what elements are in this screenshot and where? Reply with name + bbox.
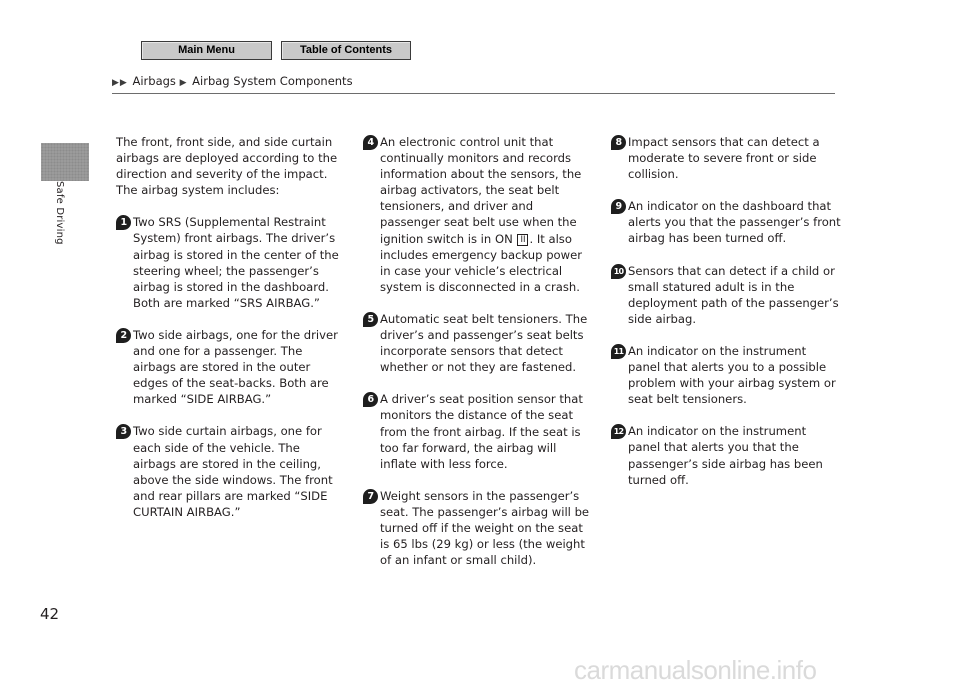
list-item (116, 327, 346, 407)
number-badge-icon: 4 (363, 135, 378, 150)
item-text: Two side airbags, one for the driver and one for a passenger. The airbags are stored in the outer edges of the seat-backs. Both are marked “SIDE AIRBAG.” (133, 327, 338, 407)
number-badge-icon: 2 (116, 328, 131, 343)
item-text: . It also includes emergency backup power in case your vehicle’s electrical system is disconnected in a crash. (380, 231, 583, 294)
intro-paragraph: The front, front side, and side curtain airbags are deployed according to the direction and severity of the impact. The airbag system includes: (116, 135, 338, 198)
number-badge-icon: 11 (611, 344, 626, 359)
item-text: Weight sensors in the passenger’s seat. The passenger’s airbag will be turned off if the weight on the seat is 65 lbs (29 kg) or less (the weight of an infant or small child). (380, 488, 590, 568)
section-tab-marker (41, 143, 89, 181)
content-column-3 (611, 134, 841, 504)
breadcrumb-arrow-icon: ▶ (119, 78, 127, 88)
page-number: 42 (40, 605, 60, 623)
item-text: An indicator on the instrument panel that alerts you that the passenger’s side airbag has been turned off. (628, 424, 823, 487)
list-item (611, 134, 841, 182)
section-label: Safe Driving (54, 181, 65, 245)
item-text: An indicator on the instrument panel that alerts you to a possible problem with your airbag system or seat belt tensioners. (628, 343, 836, 407)
list-item (611, 263, 841, 327)
item-text: Two SRS (Supplemental Restraint System) front airbags. The driver’s airbag is stored in the center of the steering wheel; the passenger’s airbag is stored in the dashboard. Both are marked “SRS AIRBAG.” (133, 215, 339, 310)
breadcrumb-arrow-icon: ▶ (112, 78, 119, 88)
number-badge-icon: 6 (363, 392, 378, 407)
breadcrumb-item-current: Airbag System Components (192, 74, 353, 88)
list-item (611, 343, 841, 407)
breadcrumb-arrow-icon: ▶ (179, 78, 187, 88)
list-item (363, 134, 595, 295)
list-item (116, 423, 346, 520)
number-badge-icon: 9 (611, 199, 626, 214)
list-item (116, 214, 346, 311)
table-of-contents-button[interactable]: Table of Contents (281, 41, 411, 60)
number-badge-icon: 7 (363, 489, 378, 504)
number-badge-icon: 10 (611, 264, 626, 279)
item-text: Two side curtain airbags, one for each side of the vehicle. The airbags are stored in the ceiling, above the side windows. The front and rear pillars are marked “SIDE CURTAIN AIRBAG.” (133, 424, 333, 519)
breadcrumb (112, 73, 353, 89)
item-text: A driver’s seat position sensor that monitors the distance of the seat from the front airbag. If the seat is too far forward, the airbag will inflate with less force. (380, 392, 583, 471)
watermark: carmanualsonline.info (574, 655, 817, 685)
main-menu-button[interactable]: Main Menu (141, 41, 272, 60)
list-item (611, 423, 841, 487)
item-text: Sensors that can detect if a child or small statured adult is in the deployment path of the passenger’s side airbag. (628, 263, 839, 326)
list-item (363, 391, 595, 471)
number-badge-icon: 12 (611, 424, 626, 439)
number-badge-icon: 1 (116, 215, 131, 230)
content-column-2 (363, 134, 595, 584)
item-text: An indicator on the dashboard that alerts you that the passenger’s front airbag has been turned off. (628, 199, 841, 246)
item-text: An electronic control unit that continually monitors and records information about the sensors, the airbag activators, the seat belt tensioners, and driver and passenger seat belt use when the ignition switch is in ON (380, 135, 582, 246)
number-badge-icon: 5 (363, 312, 378, 327)
item-text: Impact sensors that can detect a moderate to severe front or side collision. (628, 135, 820, 182)
list-item (363, 311, 595, 375)
header-divider (112, 93, 835, 94)
ignition-position-icon: II (517, 234, 528, 246)
item-text: Automatic seat belt tensioners. The driver’s and passenger’s seat belts incorporate sensors that detect whether or not they are fastened. (380, 311, 588, 375)
list-item (611, 198, 841, 246)
list-item (363, 488, 595, 568)
breadcrumb-item-airbags[interactable]: Airbags (132, 74, 176, 88)
number-badge-icon: 3 (116, 424, 131, 439)
number-badge-icon: 8 (611, 135, 626, 150)
content-column-1 (116, 134, 346, 536)
